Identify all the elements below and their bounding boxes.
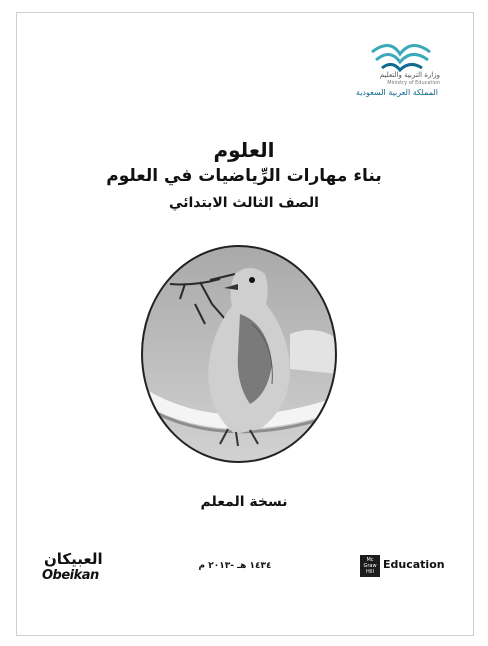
obeikan-logo-ar: العبيكان: [44, 550, 103, 568]
subject-title: العلوم: [213, 138, 275, 162]
ministry-name-ar: وزارة التربية والتعليم: [379, 71, 440, 79]
teacher-edition-label: نسخة المعلم: [200, 494, 288, 510]
publication-year: ١٤٣٤ هـ -٢٠١٣ م: [198, 561, 272, 571]
obeikan-logo-en: Obeikan: [42, 568, 99, 583]
book-subtitle: بناء مهارات الرِّياضيات في العلوم: [106, 166, 382, 186]
dove-cover-image: [140, 244, 338, 464]
grade-label: الصف الثالث الابتدائي: [169, 195, 319, 211]
ministry-name-en: Ministry of Education: [387, 80, 440, 86]
education-label: Education: [383, 558, 445, 571]
mcgraw-hill-logo: Mc Graw Hill: [360, 555, 380, 577]
kingdom-name: المملكة العربية السعودية: [355, 88, 438, 97]
